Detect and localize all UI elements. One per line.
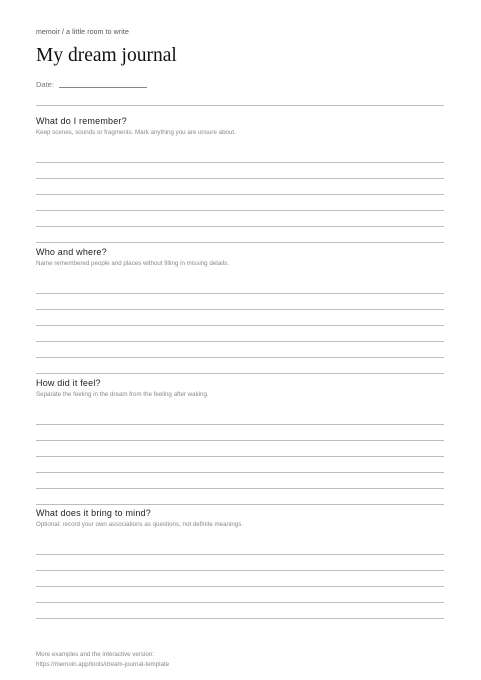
writing-line (36, 341, 444, 342)
section-title-who-where: Who and where? (36, 247, 107, 257)
footer-link[interactable]: https://memoin.app/tools/dream-journal-template (36, 661, 170, 668)
writing-line (36, 226, 444, 227)
writing-line (36, 357, 444, 358)
writing-line (36, 162, 444, 163)
section-title-remember: What do I remember? (36, 116, 127, 126)
writing-line (36, 554, 444, 555)
writing-line (36, 586, 444, 587)
writing-line (36, 293, 444, 294)
section-note-feel: Separate the feeling in the dream from the feeling after waking. (36, 391, 209, 398)
writing-line (36, 178, 444, 179)
writing-line (36, 618, 444, 619)
section-note-remember: Keep scenes, sounds or fragments. Mark anything you are unsure about. (36, 129, 236, 136)
writing-line (36, 602, 444, 603)
brand-label: memoir / a little room to write (36, 29, 129, 36)
footer (36, 650, 169, 670)
writing-line (36, 242, 444, 243)
writing-line (36, 210, 444, 211)
writing-line (36, 570, 444, 571)
section-title-feel: How did it feel? (36, 378, 101, 388)
section-title-associations: What does it bring to mind? (36, 508, 151, 518)
writing-line (36, 373, 444, 374)
writing-line (36, 472, 444, 473)
writing-line (36, 488, 444, 489)
writing-line (36, 424, 444, 425)
section-note-who-where: Name remembered people and places without filling in missing details. (36, 260, 229, 267)
page-title: My dream journal (36, 45, 177, 66)
writing-line (36, 194, 444, 195)
writing-line (36, 504, 444, 505)
header-divider (36, 105, 444, 106)
writing-line (36, 456, 444, 457)
section-note-associations: Optional: record your own associations as questions, not definite meanings. (36, 521, 244, 528)
writing-line (36, 309, 444, 310)
writing-line (36, 325, 444, 326)
date-label: Date: (36, 80, 54, 89)
writing-line (36, 440, 444, 441)
footer-note: More examples and the interactive version: (36, 651, 154, 658)
date-write-line (59, 87, 147, 88)
